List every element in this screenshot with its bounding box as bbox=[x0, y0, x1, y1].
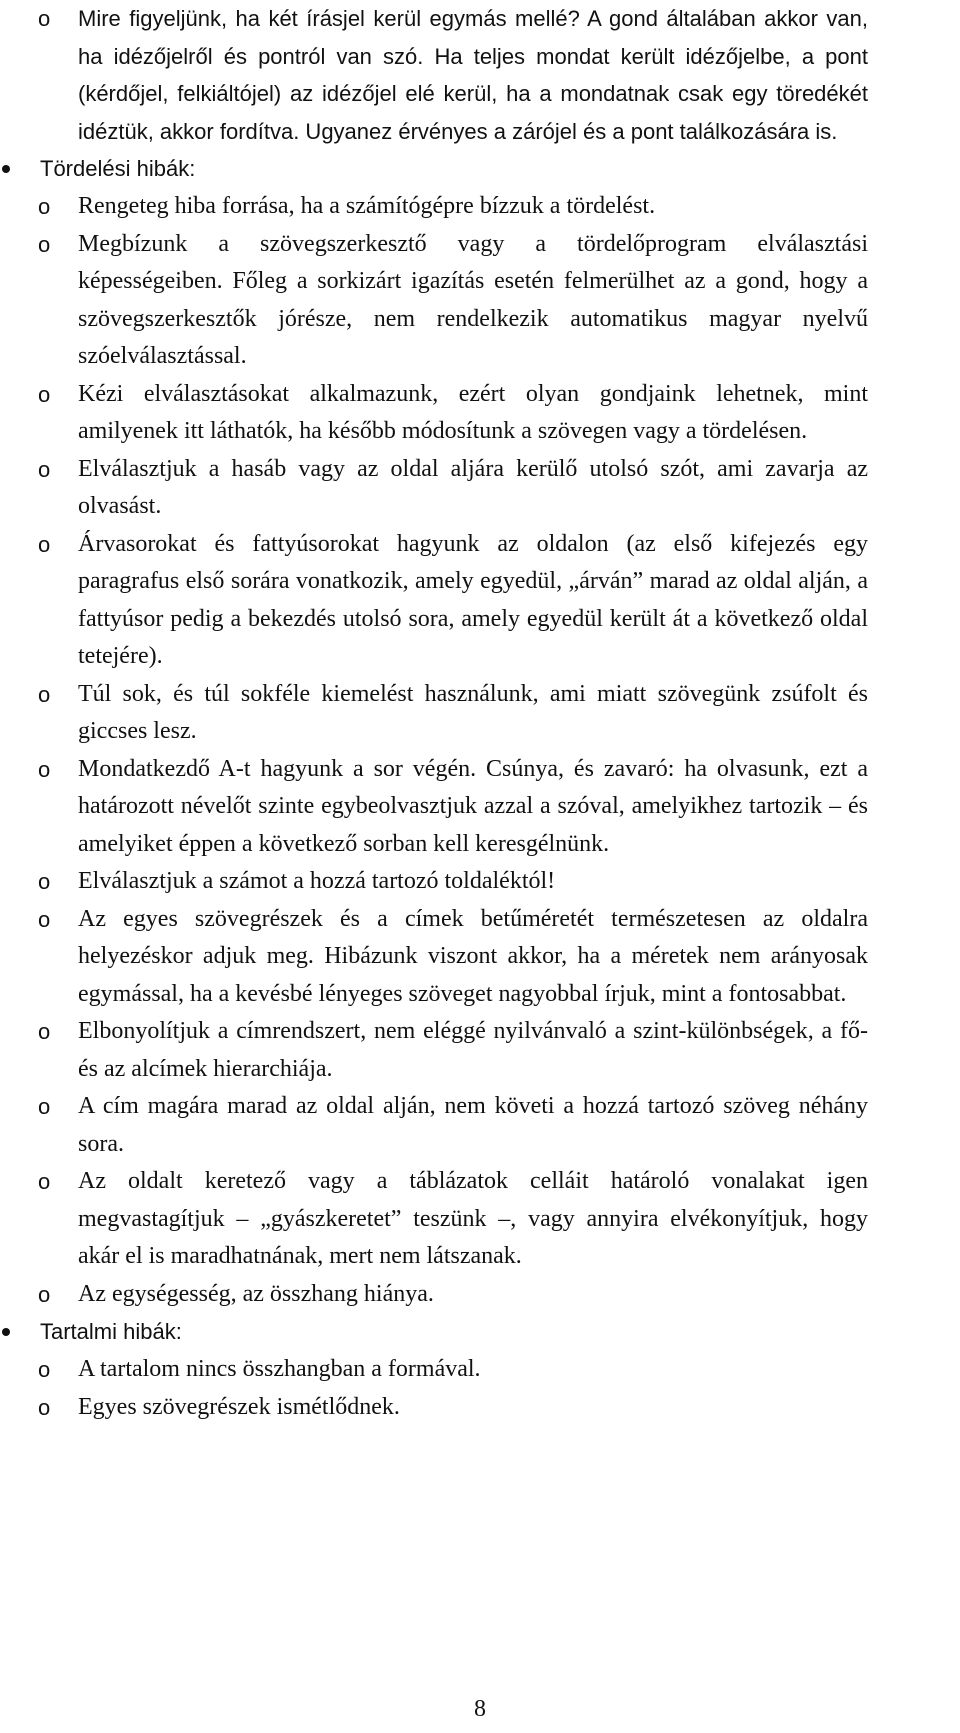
list-item bbox=[0, 188, 868, 226]
list-marker: o bbox=[38, 869, 51, 894]
list-marker: o bbox=[38, 756, 51, 782]
list-item-text: Mire figyeljünk, ha két írásjel kerül egymás mellé? A gond általában akkor van, ha idézőjelről és pontról van szó. Ha teljes mondat került idézőjelbe, a pont (kérdőjel, felkiáltójel) az idézőjel elé kerül, ha a mondatnak csak egy töredékét idéztük, akkor fordítva. Ugyanez érvényes a zárójel és a pont találkozására is. bbox=[78, 6, 868, 144]
intro-list bbox=[0, 0, 960, 150]
list-item-text: Mondatkezdő A-t hagyunk a sor végén. Csúnya, és zavaró: ha olvasunk, ezt a határozott névelőt szinte egybeolvasztjuk azzal a szóval, amelyikhez tartozik – és amelyiket éppen a következő sorban kell keresgélnünk. bbox=[78, 755, 868, 857]
list-marker: o bbox=[38, 1169, 51, 1194]
list-item bbox=[0, 526, 868, 676]
list-item bbox=[0, 863, 868, 901]
list-item-text: Az egyes szövegrészek és a címek betűméretét természetesen az oldalra helyezéskor adjuk meg. Hibázunk viszont akkor, ha a méretek nem arányosak egymással, ha a kevésbé lényeges szöveget nagyobbal írjuk, mint a fontosabbat. bbox=[78, 905, 868, 1007]
bullet-icon bbox=[2, 1328, 10, 1336]
list-marker: o bbox=[38, 456, 51, 482]
list-marker: o bbox=[38, 906, 51, 932]
list-item-text: Elbonyolítjuk a címrendszert, nem eléggé nyilvánvaló a szint-különbségek, a fő- és az alcímek hierarchiája. bbox=[78, 1018, 868, 1082]
page-number: 8 bbox=[474, 1696, 486, 1722]
tordelesi-hibak-list bbox=[0, 188, 960, 1313]
bullet-icon bbox=[2, 165, 10, 173]
list-item bbox=[0, 0, 868, 150]
section-items-wrapper bbox=[0, 1351, 960, 1426]
list-item bbox=[0, 451, 868, 526]
list-marker: o bbox=[38, 381, 51, 407]
list-marker: o bbox=[38, 1094, 51, 1119]
list-item bbox=[0, 1163, 868, 1276]
list-marker: o bbox=[38, 231, 51, 257]
list-item-text: A tartalom nincs összhangban a formával. bbox=[78, 1356, 481, 1382]
list-item bbox=[0, 1276, 868, 1314]
list-item bbox=[0, 1351, 868, 1389]
section-heading bbox=[40, 150, 960, 188]
list-item-text: Kézi elválasztásokat alkalmazunk, ezért olyan gondjaink lehetnek, mint amilyenek itt láthatók, ha később módosítunk a szövegen vagy a tördelésen. bbox=[78, 380, 868, 444]
list-marker: o bbox=[38, 194, 51, 219]
list-item-text: Megbízunk a szövegszerkesztő vagy a tördelőprogram elválasztási képességeiben. Főleg a sorkizárt igazítás esetén felmerülhet az a gond, hogy a szövegszerkesztők jórésze, nem rendelkezik automatikus magyar nyelvű szóelválasztással. bbox=[78, 230, 868, 369]
list-item-text: Az egységesség, az összhang hiánya. bbox=[78, 1280, 434, 1307]
list-item-text: Túl sok, és túl sokféle kiemelést használunk, ami miatt szövegünk zsúfolt és giccses lesz. bbox=[78, 680, 868, 744]
list-marker: o bbox=[38, 1281, 51, 1307]
list-item-text: Elválasztjuk a számot a hozzá tartozó toldaléktól! bbox=[78, 868, 556, 894]
list-item-text: Elválasztjuk a hasáb vagy az oldal aljára kerülő utolsó szót, ami zavarja az olvasást. bbox=[78, 455, 868, 519]
list-item-text: Árvasorokat és fattyúsorokat hagyunk az oldalon (az első kifejezés egy paragrafus első sorára vonatkozik, amely egyedül, „árván” marad az oldal alján, a fattyúsor pedig a bekezdés utolsó sora, amely egyedül került át a következő oldal tetejére). bbox=[78, 530, 868, 669]
list-item-text: Az oldalt keretező vagy a táblázatok celláit határoló vonalakat igen megvastagítjuk – „gyászkeretet” teszünk –, vagy annyira elvékonyítjuk, hogy akár el is maradhatnának, mert nem látszanak. bbox=[78, 1168, 868, 1269]
list-item bbox=[0, 226, 868, 376]
list-item bbox=[0, 1088, 868, 1163]
list-item bbox=[0, 1389, 868, 1427]
section-tordelesi-hibak bbox=[0, 150, 960, 188]
list-item bbox=[0, 676, 868, 751]
list-item bbox=[0, 376, 868, 451]
list-marker: o bbox=[38, 681, 51, 707]
section-tartalmi-hibak bbox=[0, 1313, 960, 1351]
list-marker: o bbox=[38, 1019, 51, 1044]
list-item-text: Rengeteg hiba forrása, ha a számítógépre bízzuk a tördelést. bbox=[78, 193, 656, 219]
section-heading-text: Tartalmi hibák: bbox=[40, 1319, 182, 1344]
list-item bbox=[0, 751, 868, 864]
list-item bbox=[0, 901, 868, 1014]
section-items-wrapper bbox=[0, 188, 960, 1313]
section-heading-text: Tördelési hibák: bbox=[40, 156, 196, 181]
section-heading bbox=[40, 1313, 960, 1351]
list-marker: o bbox=[38, 531, 51, 557]
list-item-text: A cím magára marad az oldal alján, nem követi a hozzá tartozó szöveg néhány sora. bbox=[78, 1093, 868, 1157]
list-item-text: Egyes szövegrészek ismétlődnek. bbox=[78, 1393, 400, 1420]
list-item bbox=[0, 1013, 868, 1088]
main-list bbox=[0, 150, 960, 1426]
tartalmi-hibak-list bbox=[0, 1351, 960, 1426]
list-marker: o bbox=[38, 1357, 51, 1382]
list-marker: o bbox=[38, 1394, 51, 1420]
list-marker: o bbox=[38, 6, 51, 31]
